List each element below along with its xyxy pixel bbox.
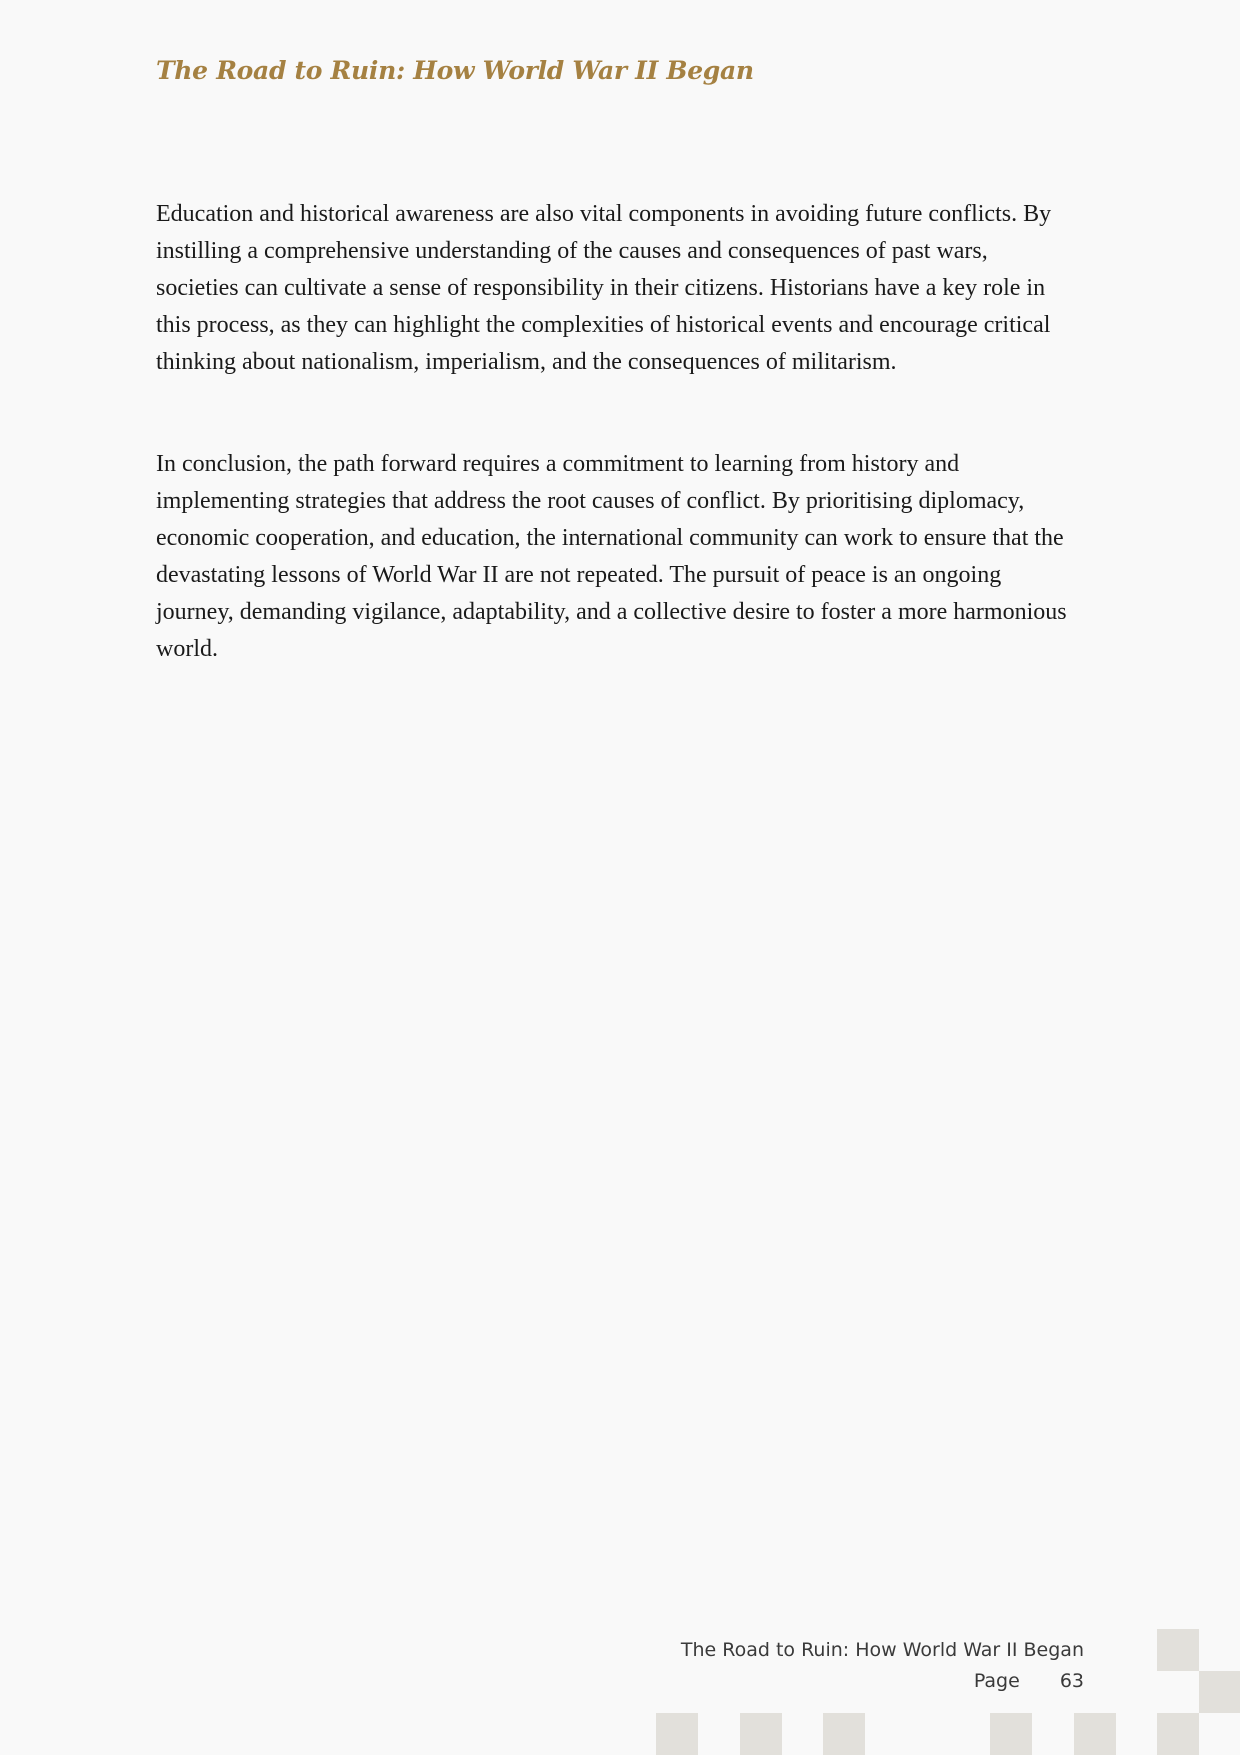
deco-square <box>1157 1629 1199 1671</box>
footer-page-label: Page <box>973 1670 1020 1692</box>
deco-square <box>1074 1713 1116 1755</box>
deco-square <box>1157 1713 1199 1755</box>
deco-square <box>656 1713 698 1755</box>
deco-square <box>740 1713 782 1755</box>
deco-square <box>823 1713 865 1755</box>
footer-page-number: 63 <box>1059 1670 1084 1692</box>
deco-square <box>990 1713 1032 1755</box>
body-paragraph-1: Education and historical awareness are also vital components in avoiding future conflicts. By instilling a comprehensive understanding of the causes and consequences of past wars, societies can cultivate a sense of responsibility in their citizens. Historians have a key role in this process, as they can highlight the complexities of historical events and encourage critical thinking about nationalism, imperialism, and the consequences of militarism. <box>156 201 1052 375</box>
body-paragraph-2: In conclusion, the path forward requires a commitment to learning from history and implementing strategies that address the root causes of conflict. By prioritising diplomacy, economic cooperation, and education, the international community can work to ensure that the devastating lessons of World War II are not repeated. The pursuit of peace is an ongoing journey, demanding vigilance, adaptability, and a collective desire to foster a more harmonious world. <box>156 451 1067 662</box>
page-header-title: The Road to Ruin: How World War II Began <box>156 56 754 85</box>
footer-title: The Road to Ruin: How World War II Began <box>680 1639 1084 1661</box>
footer-page-indicator <box>974 1670 1084 1692</box>
deco-square <box>1199 1671 1240 1713</box>
